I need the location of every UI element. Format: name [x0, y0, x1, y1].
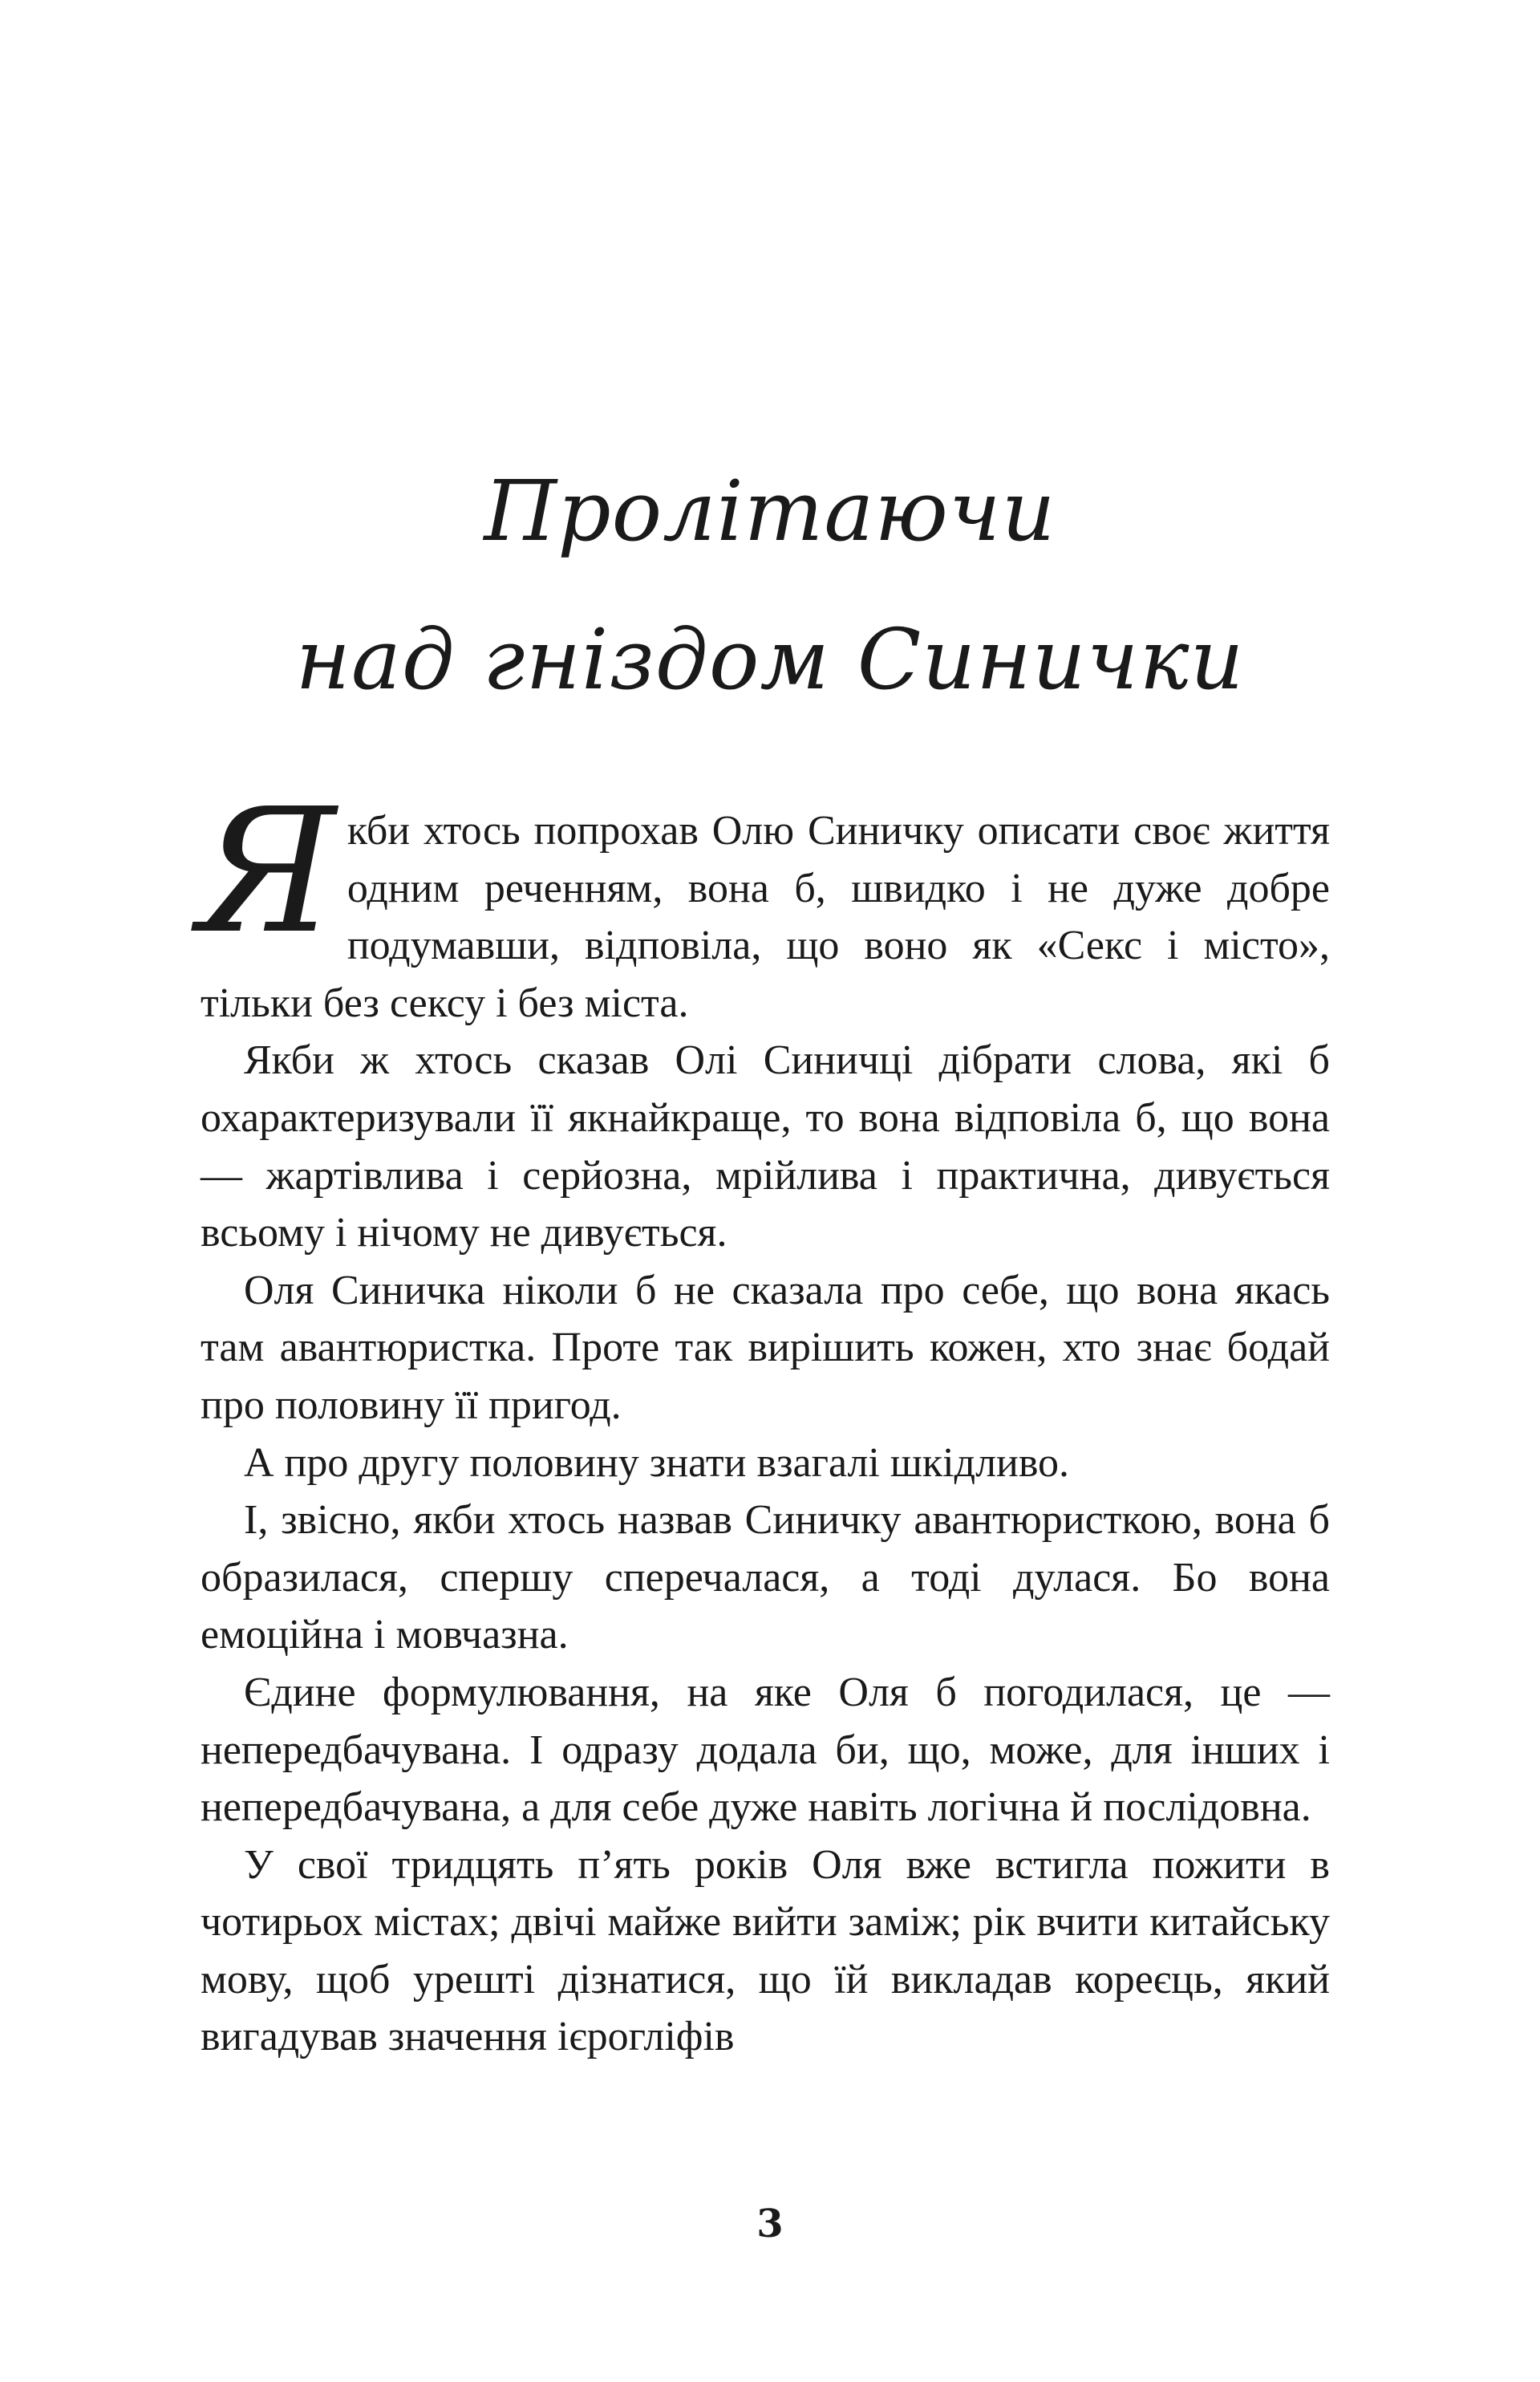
page-number: 3 — [756, 2201, 784, 2246]
paragraph-2: Якби ж хтось сказав Олі Синичці дібрати слова, які б охарактеризували її якнайкраще, то вона відповіла б, що вона — жартівлива і серйозна, мрійлива і практична, дивується всьому і нічому не дивується. — [201, 1037, 1330, 1256]
paragraph-4: А про другу половину знати взагалі шкідливо. — [244, 1439, 1070, 1486]
chapter-title-line-1: Пролітаючи — [484, 462, 1056, 560]
chapter-title — [0, 437, 1540, 734]
paragraph-1 — [197, 772, 1330, 1032]
paragraph-3: Оля Синичка ніколи б не сказала про себе, що вона якась там авантюристка. Проте так вирішить кожен, хто знає бодай про половину її пригод. — [201, 1267, 1330, 1428]
paragraph-5: І, звісно, якби хтось назвав Синичку авантюристкою, вона б образилася, спершу сперечалася, а тоді дулася. Бо вона емоційна і мовчазна. — [201, 1497, 1330, 1658]
paragraph-text: кби хтось попрохав Олю Синичку описати своє життя одним реченням, вона б, швидко і не дуже добре подумавши, відповіла, що воно як «Секс і місто», тільки без сексу і без міста. — [201, 808, 1330, 1026]
paragraph-6: Єдине формулювання, на яке Оля б погодилася, це — непередбачувана. І одразу додала би, що, може, для інших і непередбачувана, а для себе дуже навіть логічна й послідовна. — [201, 1669, 1330, 1831]
chapter-title-line-2: над гніздом Синички — [295, 611, 1245, 708]
chapter-body-text — [197, 772, 1330, 2066]
drop-cap: Я — [197, 772, 336, 972]
paragraph-7: У свої тридцять п’ять років Оля вже встигла пожити в чотирьох містах; двічі майже вийти заміж; рік вчити китайську мову, щоб урешті дізнатися, що їй викладав кореєць, який вигадував значення ієрогліфів — [201, 1841, 1330, 2060]
